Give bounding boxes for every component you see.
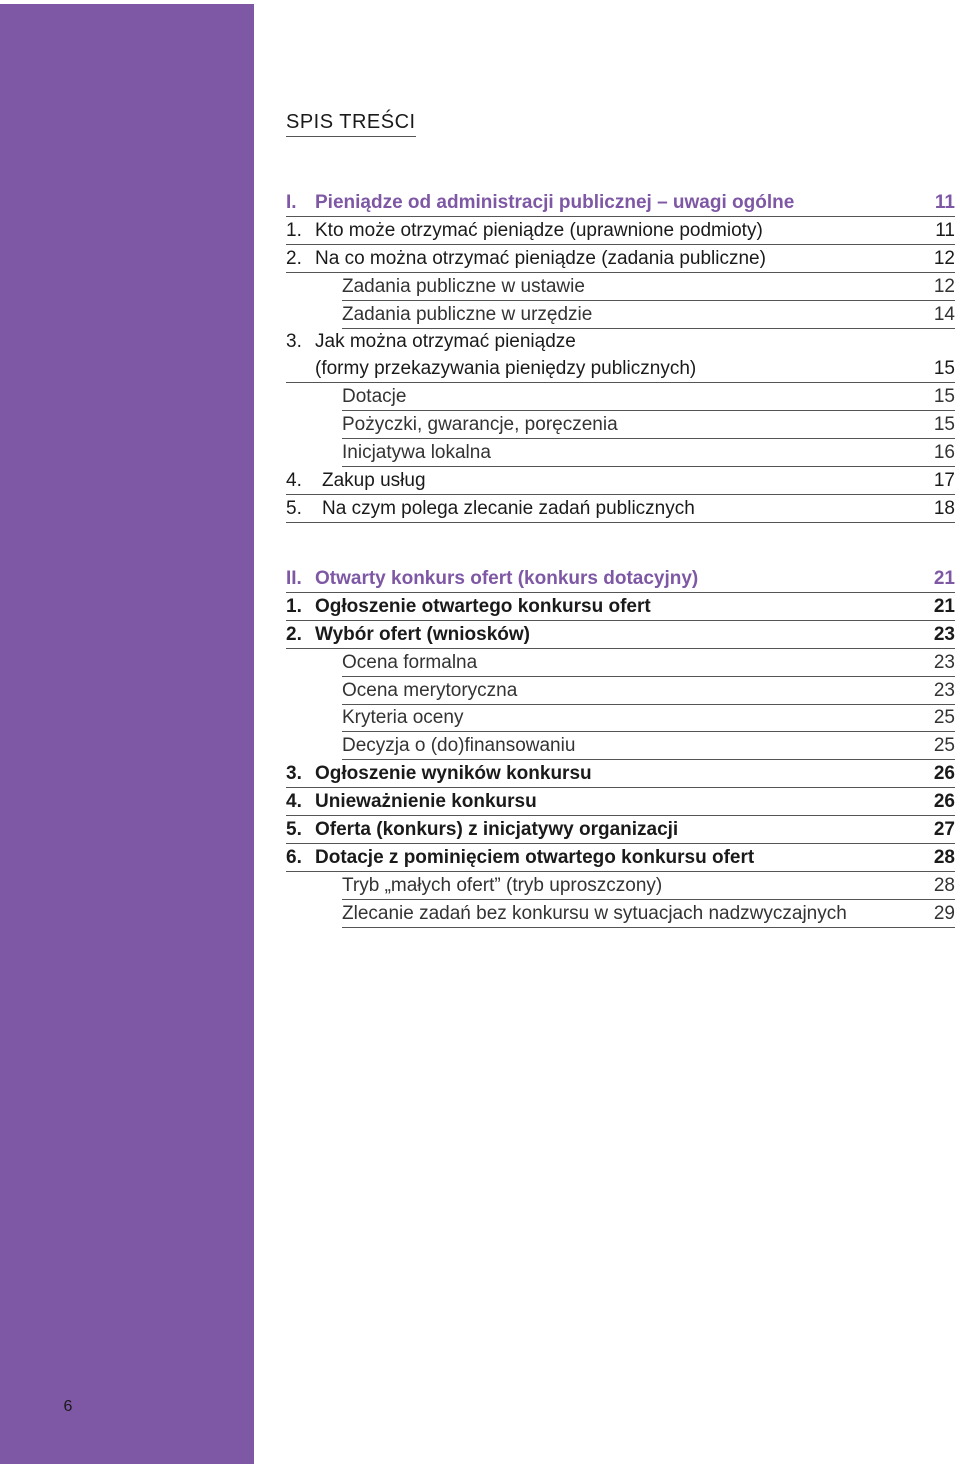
toc-entry[interactable] bbox=[286, 622, 955, 649]
toc-entry-number: 2. bbox=[286, 623, 302, 645]
toc-entry[interactable] bbox=[342, 733, 955, 760]
toc-entry-label: Kryteria oceny bbox=[342, 707, 464, 729]
toc-entry-number: 4. bbox=[286, 791, 302, 813]
toc-entry-page: 28 bbox=[933, 874, 955, 896]
toc-entry[interactable] bbox=[286, 817, 955, 844]
toc-entry-label: Otwarty konkurs ofert (konkurs dotacyjny) bbox=[315, 568, 699, 589]
toc-entry-page: 28 bbox=[933, 846, 955, 868]
toc-entry-label: Zadania publiczne w ustawie bbox=[342, 275, 585, 297]
toc-entry[interactable] bbox=[342, 274, 955, 301]
toc-entry[interactable] bbox=[342, 873, 955, 900]
toc-entry[interactable] bbox=[286, 789, 955, 816]
toc-entry-label: Tryb „małych ofert” (tryb uproszczony) bbox=[342, 874, 663, 896]
toc-entry[interactable] bbox=[342, 440, 955, 467]
toc-entry-label: Decyzja o (do)finansowaniu bbox=[342, 735, 576, 757]
toc-entry-number: I. bbox=[286, 192, 297, 213]
toc-entry-number: 6. bbox=[286, 846, 302, 868]
toc-entry-page: 23 bbox=[933, 623, 955, 645]
toc-entry-label: Oferta (konkurs) z inicjatywy organizacji bbox=[315, 819, 679, 841]
toc-entry-page: 21 bbox=[933, 568, 955, 589]
purple-sidebar bbox=[0, 4, 254, 1464]
toc-entry-number: 3. bbox=[286, 331, 302, 353]
toc-entry[interactable] bbox=[342, 302, 955, 329]
toc-entry[interactable] bbox=[286, 845, 955, 872]
toc-entry-number: 5. bbox=[286, 819, 302, 841]
toc-section-2 bbox=[286, 566, 955, 929]
toc-entry-page: 23 bbox=[933, 679, 955, 701]
toc-entry-label: Na czym polega zlecanie zadań publicznych bbox=[322, 497, 695, 519]
toc-entry[interactable] bbox=[342, 705, 955, 732]
toc-entry-page: 26 bbox=[933, 791, 955, 813]
toc-entry-number: 3. bbox=[286, 763, 302, 785]
toc-entry-label: Zadania publiczne w urzędzie bbox=[342, 303, 593, 325]
toc-entry[interactable] bbox=[342, 384, 955, 411]
toc-entry-page: 25 bbox=[933, 735, 955, 757]
toc-entry-page: 26 bbox=[933, 763, 955, 785]
toc-entry[interactable] bbox=[342, 650, 955, 677]
toc-entry-label: Zakup usług bbox=[322, 469, 426, 491]
toc-entry-number: 2. bbox=[286, 247, 302, 269]
toc-entry[interactable] bbox=[286, 329, 955, 355]
toc-entry[interactable] bbox=[286, 218, 955, 245]
toc-entry[interactable] bbox=[342, 901, 955, 928]
toc-entry[interactable] bbox=[342, 678, 955, 705]
toc-entry[interactable] bbox=[286, 246, 955, 273]
toc-entry-number: 4. bbox=[286, 469, 302, 491]
toc-entry-page: 15 bbox=[933, 358, 955, 380]
toc-entry[interactable] bbox=[286, 190, 955, 217]
toc-entry-page: 16 bbox=[933, 442, 955, 464]
toc-entry-label: Ogłoszenie otwartego konkursu ofert bbox=[315, 595, 651, 617]
toc-entry-label: Jak można otrzymać pieniądze bbox=[315, 331, 576, 353]
toc-entry-label: Kto może otrzymać pieniądze (uprawnione podmioty) bbox=[315, 219, 763, 241]
toc-entry-number: 1. bbox=[286, 219, 302, 241]
toc-entry[interactable] bbox=[286, 566, 955, 593]
toc-entry-label: Unieważnienie konkursu bbox=[315, 791, 537, 813]
toc-entry-page: 12 bbox=[933, 247, 955, 269]
toc-entry-label: Pożyczki, gwarancje, poręczenia bbox=[342, 414, 618, 436]
toc-title: SPIS TREŚCI bbox=[286, 111, 416, 137]
toc-entry-label: Dotacje z pominięciem otwartego konkursu ofert bbox=[315, 846, 755, 868]
toc-entry-label: Ogłoszenie wyników konkursu bbox=[315, 763, 592, 785]
toc-entry[interactable] bbox=[286, 496, 955, 523]
toc-entry-page: 11 bbox=[935, 219, 955, 241]
toc-entry-number: 1. bbox=[286, 595, 302, 617]
toc-entry-page: 18 bbox=[933, 497, 955, 519]
toc-entry-label: Ocena merytoryczna bbox=[342, 679, 518, 701]
toc-entry-page: 23 bbox=[933, 651, 955, 673]
toc-entry-page: 25 bbox=[933, 707, 955, 729]
toc-entry-page: 15 bbox=[933, 414, 955, 436]
toc-entry-page: 15 bbox=[933, 386, 955, 408]
toc-entry-label: Pieniądze od administracji publicznej – uwagi ogólne bbox=[315, 192, 795, 213]
toc-entry-page: 14 bbox=[933, 303, 955, 325]
toc-entry-label: Wybór ofert (wniosków) bbox=[315, 623, 530, 645]
toc-entry[interactable] bbox=[342, 412, 955, 439]
toc-entry-page: 11 bbox=[934, 192, 955, 213]
toc-entry-label: Dotacje bbox=[342, 386, 407, 408]
toc-entry[interactable] bbox=[286, 761, 955, 788]
toc-entry-label: Na co można otrzymać pieniądze (zadania publiczne) bbox=[315, 247, 766, 269]
toc-entry-label: (formy przekazywania pieniędzy publicznych) bbox=[315, 358, 697, 380]
toc-entry-page: 21 bbox=[933, 595, 955, 617]
toc-section-1 bbox=[286, 190, 955, 524]
toc-entry[interactable] bbox=[286, 468, 955, 495]
toc-entry[interactable] bbox=[286, 356, 955, 383]
toc-entry-number: 5. bbox=[286, 497, 302, 519]
page-number: 6 bbox=[63, 1398, 73, 1415]
toc-entry-label: Zlecanie zadań bez konkursu w sytuacjach nadzwyczajnych bbox=[342, 902, 847, 924]
toc-entry-page: 27 bbox=[933, 819, 955, 841]
toc-entry-label: Ocena formalna bbox=[342, 651, 478, 673]
toc-entry-label: Inicjatywa lokalna bbox=[342, 442, 491, 464]
toc-entry-page: 29 bbox=[933, 902, 955, 924]
toc-entry[interactable] bbox=[286, 594, 955, 621]
toc-entry-page: 12 bbox=[933, 275, 955, 297]
toc-entry-number: II. bbox=[286, 568, 302, 589]
toc-entry-page: 17 bbox=[933, 469, 955, 491]
